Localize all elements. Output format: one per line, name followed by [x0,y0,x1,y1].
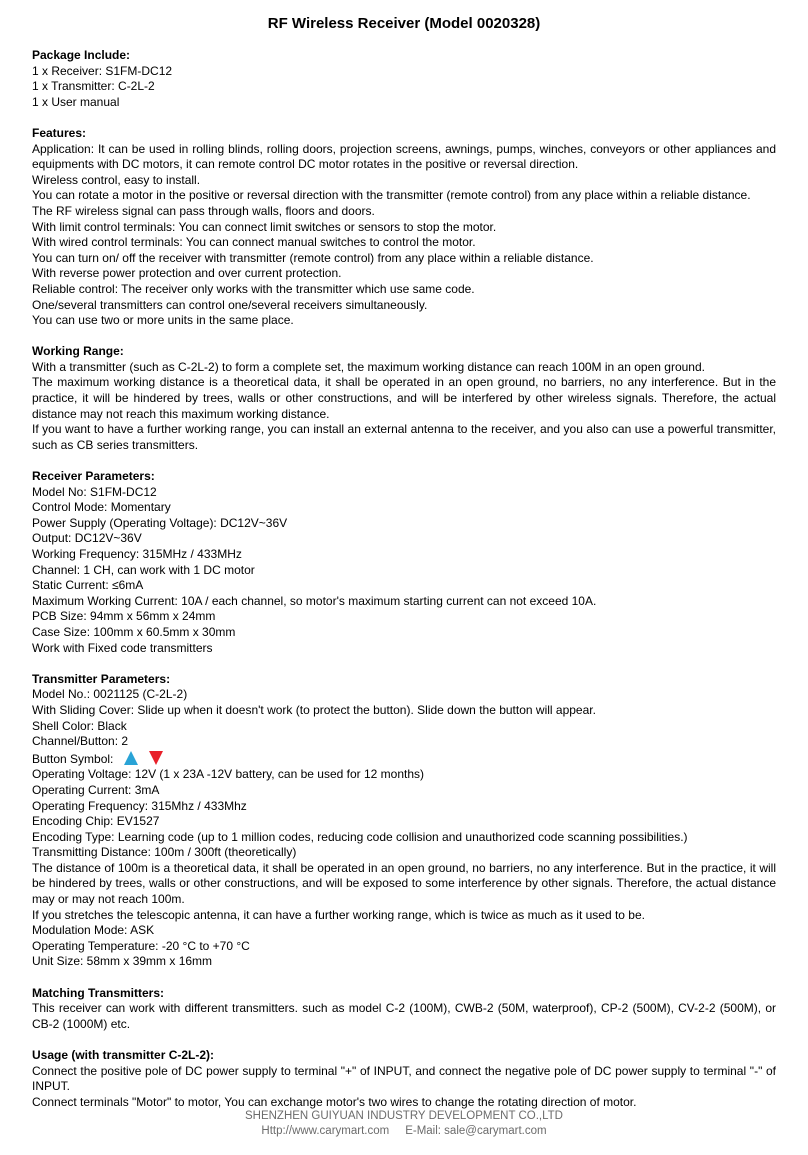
button-symbol-row [32,750,776,768]
feature-line: With wired control terminals: You can connect manual switches to control the motor. [32,235,476,250]
working-range-paragraph: With a transmitter (such as C-2L-2) to form a complete set, the maximum working distance can reach 100M in an open ground. [32,359,705,374]
receiver-heading: Receiver Parameters: [32,469,155,484]
transmitter-param: Model No.: 0021125 (C-2L-2) [32,687,188,702]
transmitter-param: Encoding Chip: EV1527 [32,814,160,829]
receiver-param: Case Size: 100mm x 60.5mm x 30mm [32,624,236,639]
matching-text: This receiver can work with different transmitters. such as model C-2 (100M), CWB-2 (50M, waterproof), CP-2 (500M), CV-2-2 (500M), or CB-2 (1000M) etc. [32,1001,776,1031]
transmitter-distance-note: The distance of 100m is a theoretical data, it shall be operated in an open ground, no barriers, no any interference. But in the practice, it will be hindered by trees, walls or other constructions, and will be exposed to some interference by other signals. Therefore, the actual distance may or may not reach 100m. [32,860,776,907]
receiver-param: PCB Size: 94mm x 56mm x 24mm [32,609,216,624]
receiver-param: Power Supply (Operating Voltage): DC12V~36V [32,515,288,530]
transmitter-param: Transmitting Distance: 100m / 300ft (theoretically) [32,845,297,860]
feature-line: You can use two or more units in the same place. [32,313,294,328]
document-title: RF Wireless Receiver (Model 0020328) [267,15,541,32]
transmitter-param: Channel/Button: 2 [32,734,129,749]
transmitter-param: Operating Frequency: 315Mhz / 433Mhz [32,798,247,813]
package-section [32,48,776,110]
footer-website-link[interactable]: Http://www.carymart.com [261,1125,390,1137]
feature-line: With limit control terminals: You can connect limit switches or sensors to stop the motor. [32,219,497,234]
transmitter-param: With Sliding Cover: Slide up when it doesn't work (to protect the button). Slide down the button will appear. [32,702,596,717]
feature-line: Wireless control, easy to install. [32,172,201,187]
transmitter-param: Unit Size: 58mm x 39mm x 16mm [32,954,213,969]
usage-section [32,1048,776,1110]
package-heading: Package Include: [32,48,131,62]
matching-heading: Matching Transmitters: [32,985,165,1000]
footer-email-link[interactable]: E-Mail: sale@carymart.com [405,1125,547,1137]
package-line: 1 x User manual [32,94,120,109]
button-symbol-label: Button Symbol: [32,751,114,766]
receiver-param: Channel: 1 CH, can work with 1 DC motor [32,562,255,577]
package-line: 1 x Receiver: S1FM-DC12 [32,63,173,78]
receiver-param: Model No: S1FM-DC12 [32,484,157,499]
working-range-paragraph: The maximum working distance is a theoretical data, it shall be operated in an open ground, no barriers, no any interference. But in the practice, it will be hindered by trees, walls or other constructions, and will be interfered by other wireless signals. Therefore, the actual distance may not reach this maximum working distance. [32,375,776,421]
footer-company: SHENZHEN GUIYUAN INDUSTRY DEVELOPMENT CO.,LTD [244,1110,563,1122]
transmitter-param: Operating Temperature: -20 °C to +70 °C [32,938,250,953]
features-application: Application: It can be used in rolling blinds, rolling doors, projection screens, awnings, pumps, winches, conveyors or other appliances and equipments with DC motors, it can remote control DC motor rotates in the positive or reversal direction. [32,141,776,172]
document-body [32,48,776,1126]
down-arrow-icon [148,750,164,766]
usage-heading: Usage (with transmitter C-2L-2): [32,1048,215,1062]
receiver-param: Static Current: ≤6mA [32,578,144,593]
receiver-param: Work with Fixed code transmitters [32,640,213,655]
feature-line: The RF wireless signal can pass through walls, floors and doors. [32,203,375,218]
transmitter-param: Operating Current: 3mA [32,782,160,797]
receiver-param: Control Mode: Momentary [32,500,171,515]
receiver-param: Working Frequency: 315MHz / 433MHz [32,547,242,561]
usage-line: Connect the positive pole of DC power supply to terminal "+" of INPUT, and connect the negative pole of DC power supply to terminal "-" of INPUT. [32,1063,776,1094]
feature-line: You can rotate a motor in the positive or reversal direction with the transmitter (remote control) from any place within a reliable distance. [32,188,751,203]
transmitter-param: Operating Voltage: 12V (1 x 23A -12V battery, can be used for 12 months) [32,767,425,782]
features-section [32,126,776,329]
footer-contact [0,1124,808,1139]
transmitter-section [32,672,776,970]
up-arrow-icon [123,750,139,766]
feature-line: Reliable control: The receiver only works with the transmitter which use same code. [32,281,475,296]
transmitter-param: Encoding Type: Learning code (up to 1 million codes, reducing code collision and unauthorized code scanning possibilities.) [32,829,688,844]
matching-section [32,986,776,1033]
receiver-section [32,469,776,656]
transmitter-param: Shell Color: Black [32,718,127,733]
feature-line: One/several transmitters can control one/several receivers simultaneously. [32,297,428,312]
transmitter-param: Modulation Mode: ASK [32,923,155,938]
features-heading: Features: [32,125,87,140]
feature-line: You can turn on/ off the receiver with transmitter (remote control) from any place within a reliable distance. [32,250,594,265]
usage-line: Connect terminals "Motor" to motor, You can exchange motor's two wires to change the rotating direction of motor. [32,1094,637,1109]
transmitter-param: If you stretches the telescopic antenna, it can have a further working range, which is twice as much as it used to be. [32,907,645,922]
transmitter-heading: Transmitter Parameters: [32,671,171,686]
receiver-param: Output: DC12V~36V [32,531,142,546]
footer [0,1109,808,1139]
receiver-param: Maximum Working Current: 10A / each channel, so motor's maximum starting current can not exceed 10A. [32,593,597,608]
working-range-section [32,344,776,453]
working-range-heading: Working Range: [32,344,124,359]
working-range-paragraph: If you want to have a further working range, you can install an external antenna to the receiver, and you also can use a powerful transmitter, such as CB series transmitters. [32,422,776,452]
feature-line: With reverse power protection and over current protection. [32,266,342,281]
package-line: 1 x Transmitter: C-2L-2 [32,79,155,94]
